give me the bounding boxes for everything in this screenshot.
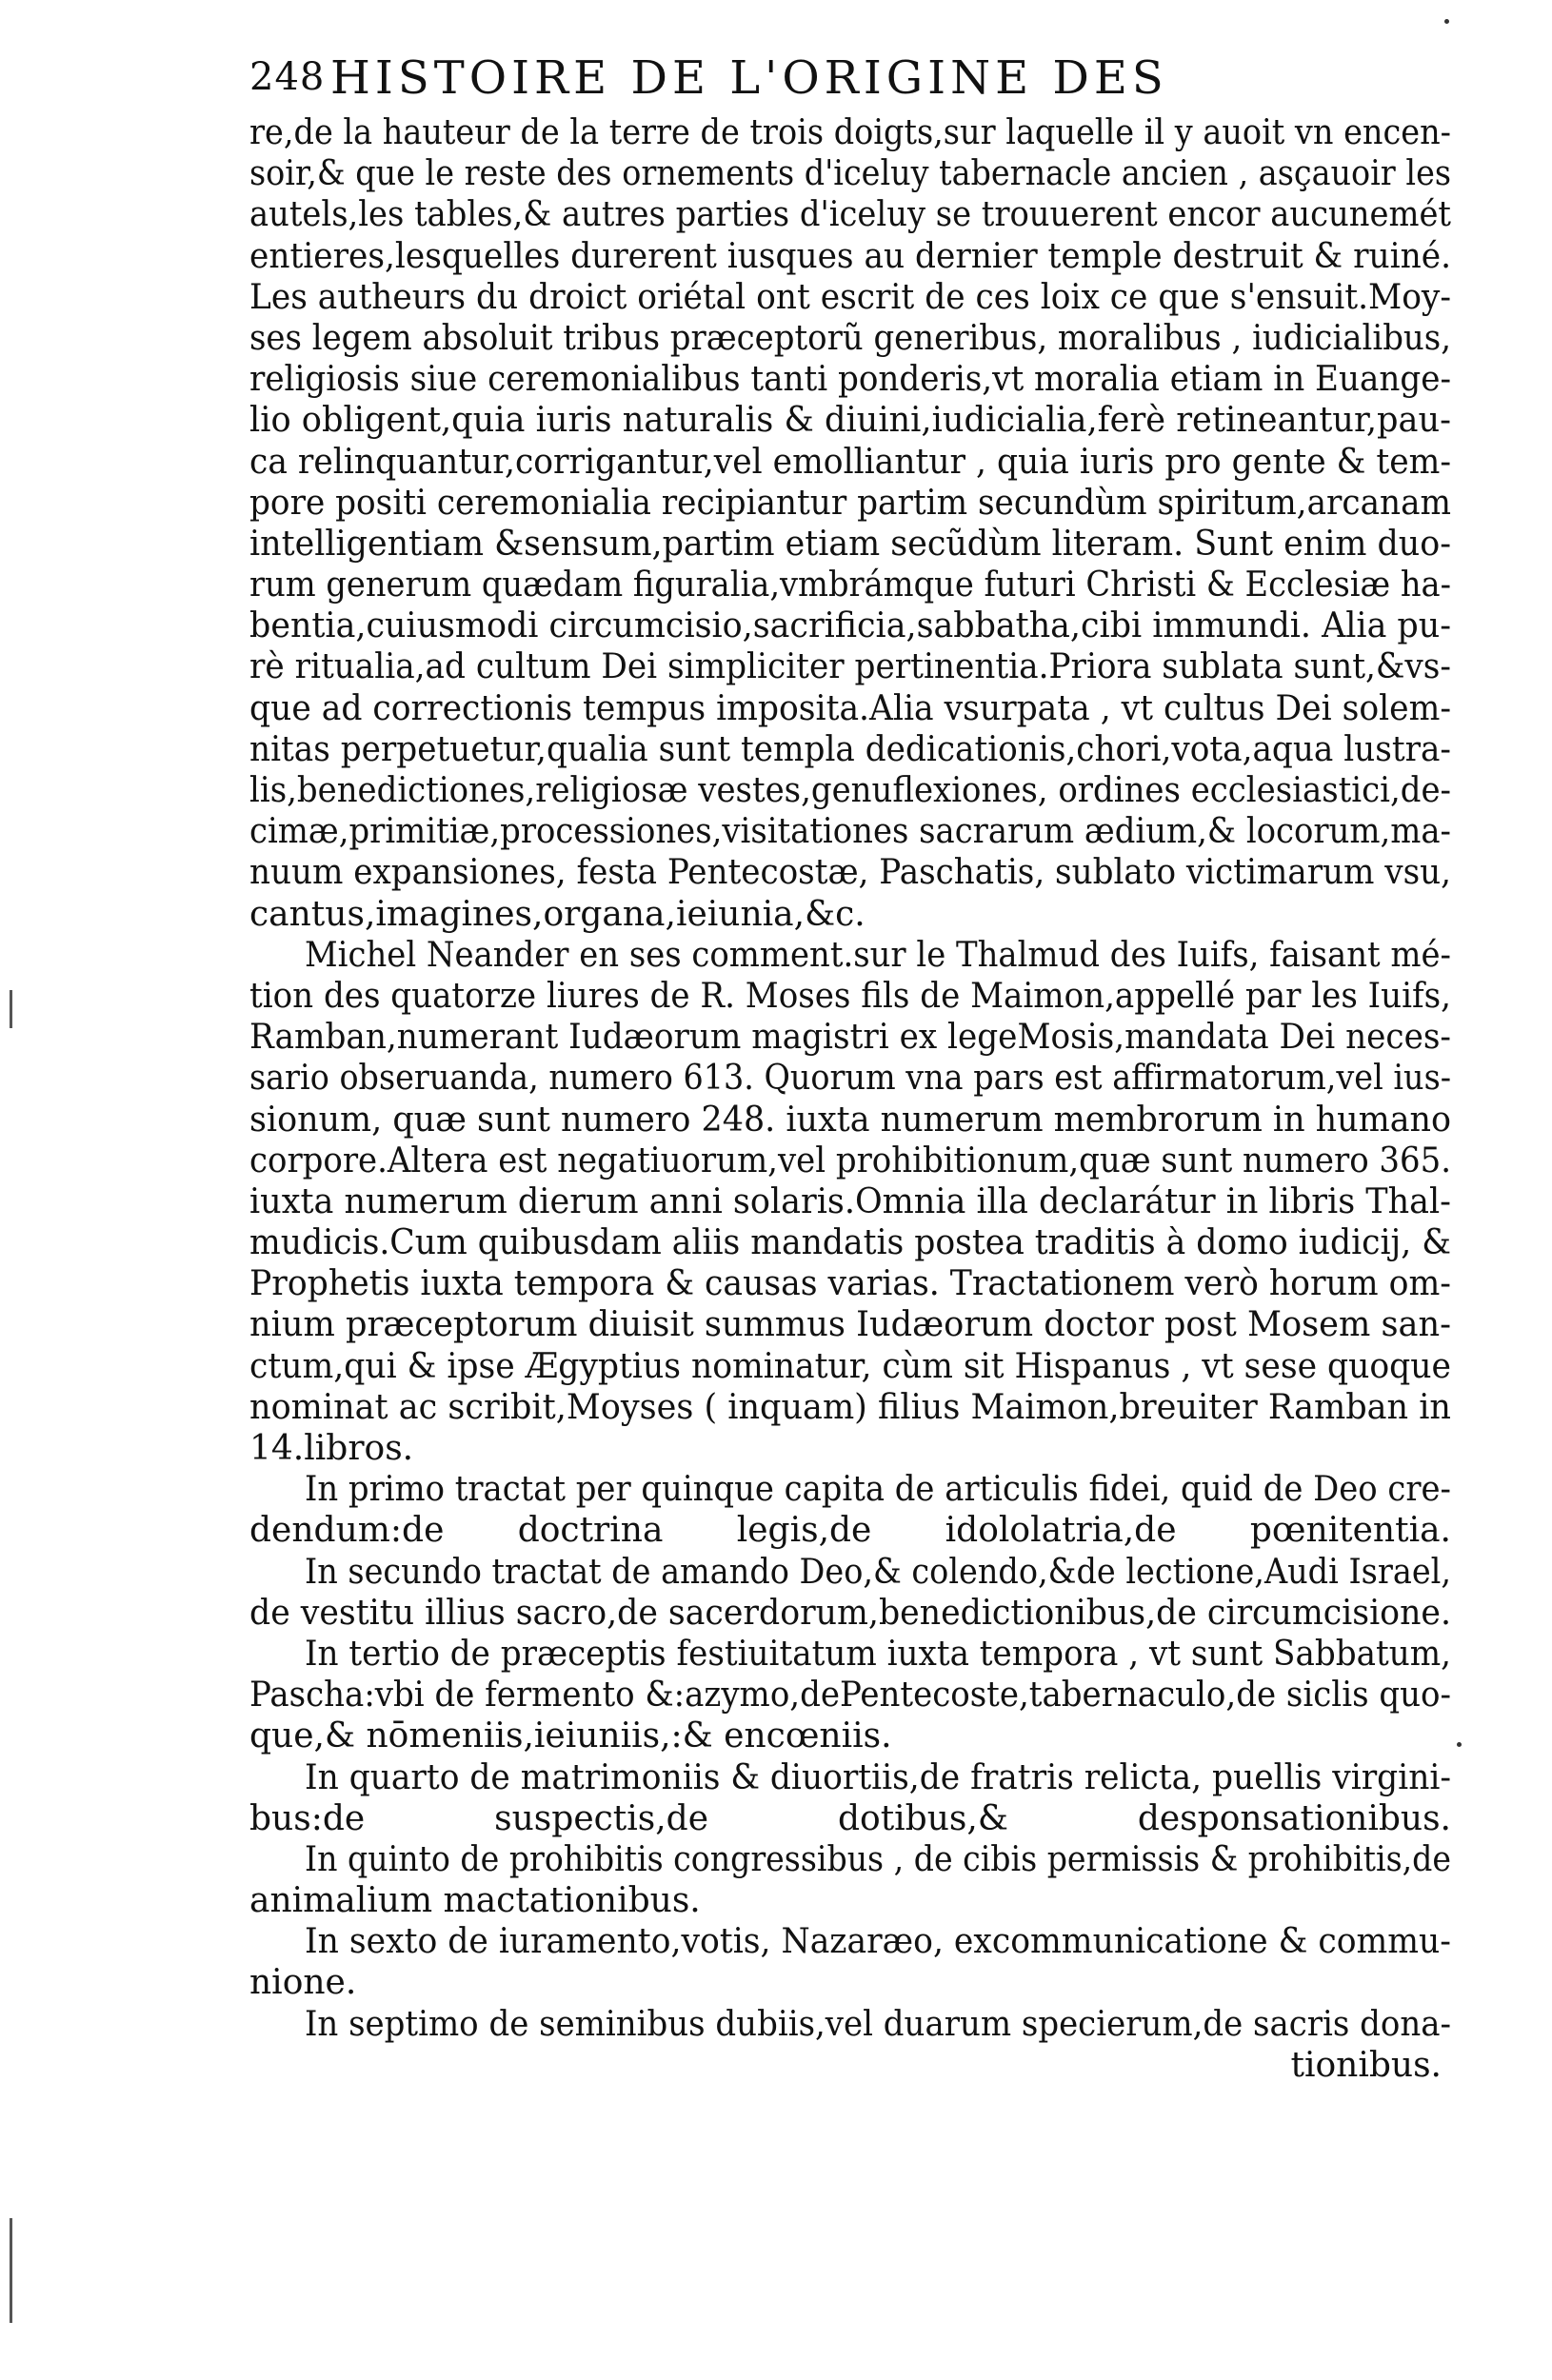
text-line: 14.libros. — [249, 1429, 414, 1468]
text-line: In tertio de præceptis festiuitatum iuxta tempora , vt sunt Sabbatum, — [305, 1634, 1451, 1674]
text-line: rum generum quædam figuralia,vmbrámque futuri Christi & Ecclesiæ ha- — [249, 565, 1451, 605]
text-line: nitas perpetuetur,qualia sunt templa dedicationis,chori,vota,aqua lustra- — [249, 729, 1451, 769]
text-line: lio obligent,quia iuris naturalis & diuini,iudicialia,ferè retineantur,pau- — [249, 401, 1451, 441]
text-line: Prophetis iuxta tempora & causas varias. Tractationem verò horum om- — [249, 1264, 1451, 1304]
text-line: In sexto de iuramento,votis, Nazaræo, excommunicatione & commu- — [305, 1922, 1451, 1962]
text-line: tion des quatorze liures de R. Moses fils de Maimon,appellé par les Iuifs, — [249, 976, 1451, 1016]
text-line: de vestitu illius sacro,de sacerdorum,benedictionibus,de circumcisione. — [249, 1593, 1451, 1633]
scan-speck — [1457, 1742, 1462, 1747]
text-line: autels,les tables,& autres parties d'iceluy se trouuerent encor aucunemét — [249, 195, 1451, 235]
text-line: re,de la hauteur de la terre de trois doigts,sur laquelle il y auoit vn encen- — [249, 113, 1451, 152]
text-line: religiosis siue ceremonialibus tanti ponderis,vt moralia etiam in Euange- — [249, 360, 1451, 400]
text-line: que,& nōmeniis,ieiuniis,:& encœniis. — [249, 1716, 892, 1756]
scan-edge-mark — [10, 2218, 12, 2323]
text-line: nium præceptorum diuisit summus Iudæorum doctor post Mosem san- — [249, 1305, 1451, 1345]
scan-speck — [1444, 19, 1449, 24]
text-line: Les autheurs du droict oriétal ont escrit de ces loix ce que s'ensuit.Moy- — [249, 277, 1451, 317]
text-line: cantus,imagines,organa,ieiunia,&c. — [249, 894, 866, 934]
text-line: cimæ,primitiæ,processiones,visitationes sacrarum ædium,& locorum,ma- — [249, 812, 1451, 852]
text-line: rè ritualia,ad cultum Dei simpliciter pertinentia.Priora sublata sunt,&vs- — [249, 647, 1451, 687]
text-line: pore positi ceremonialia recipiantur partim secundùm spiritum,arcanam — [249, 483, 1451, 523]
text-line: In quinto de prohibitis congressibus , de cibis permissis & prohibitis,de — [305, 1839, 1451, 1879]
page-number: 248 — [249, 55, 326, 99]
text-line: sario obseruanda, numero 613. Quorum vna pars est affirmatorum,vel ius- — [249, 1059, 1451, 1099]
text-line: que ad correctionis tempus imposita.Alia vsurpata , vt cultus Dei solem- — [249, 688, 1451, 728]
text-line: In septimo de seminibus dubiis,vel duarum specierum,de sacris dona- — [305, 2004, 1451, 2044]
text-line: ca relinquantur,corrigantur,vel emolliantur , quia iuris pro gente & tem- — [249, 442, 1451, 482]
text-line: Pascha:vbi de fermento &:azymo,dePentecoste,tabernaculo,de siclis quo- — [249, 1676, 1451, 1716]
text-line: nione. — [249, 1963, 357, 2003]
text-line: ctum,qui & ipse Ægyptius nominatur, cùm sit Hispanus , vt sese quoque — [249, 1346, 1451, 1386]
text-line: nuum expansiones, festa Pentecostæ, Paschatis, sublato victimarum vsu, — [249, 853, 1451, 893]
text-line: sionum, quæ sunt numero 248. iuxta numerum membrorum in humano — [249, 1100, 1451, 1140]
body-text — [249, 112, 1451, 2086]
text-line: intelligentiam &sensum,partim etiam secũdùm literam. Sunt enim duo- — [249, 524, 1451, 564]
text-line: In quarto de matrimoniis & diuortiis,de fratris relicta, puellis virgini- — [305, 1757, 1451, 1797]
text-line: In primo tractat per quinque capita de articulis fidei, quid de Deo cre- — [305, 1470, 1451, 1510]
text-line: soir,& que le reste des ornements d'iceluy tabernacle ancien , asçauoir les — [249, 154, 1451, 194]
text-line: bentia,cuiusmodi circumcisio,sacrificia,sabbatha,cibi immundi. Alia pu- — [249, 606, 1451, 646]
scan-edge-mark — [10, 990, 12, 1028]
text-line: Michel Neander en ses comment.sur le Thalmud des Iuifs, faisant mé- — [305, 935, 1451, 975]
text-line: lis,benedictiones,religiosæ vestes,genuflexiones, ordines ecclesiastici,de- — [249, 771, 1451, 810]
text-line: iuxta numerum dierum anni solaris.Omnia illa declarátur in libris Thal- — [249, 1181, 1451, 1221]
text-line: tionibus. — [1290, 2045, 1442, 2085]
text-line: nominat ac scribit,Moyses ( inquam) filius Maimon,breuiter Ramban in — [249, 1387, 1451, 1427]
text-line: entieres,lesquelles durerent iusques au dernier temple destruit & ruiné. — [249, 236, 1451, 276]
text-line: bus:de suspectis,de dotibus,& desponsationibus. — [249, 1798, 1451, 1838]
page-header — [249, 51, 1449, 109]
text-line: corpore.Altera est negatiuorum,vel prohibitionum,quæ sunt numero 365. — [249, 1140, 1451, 1180]
text-line: In secundo tractat de amando Deo,& colendo,&de lectione,Audi Israel, — [305, 1552, 1451, 1592]
running-title: HISTOIRE DE L'ORIGINE DES — [330, 51, 1168, 105]
text-line: ses legem absoluit tribus præceptorũ generibus, moralibus , iudicialibus, — [249, 318, 1451, 358]
text-line: mudicis.Cum quibusdam aliis mandatis postea traditis à domo iudicij, & — [249, 1223, 1451, 1263]
text-line: dendum:de doctrina legis,de idololatria,de pœnitentia. — [249, 1511, 1451, 1551]
text-line: Ramban,numerant Iudæorum magistri ex legeMosis,mandata Dei neces- — [249, 1018, 1451, 1058]
text-line: animalium mactationibus. — [249, 1881, 701, 1921]
